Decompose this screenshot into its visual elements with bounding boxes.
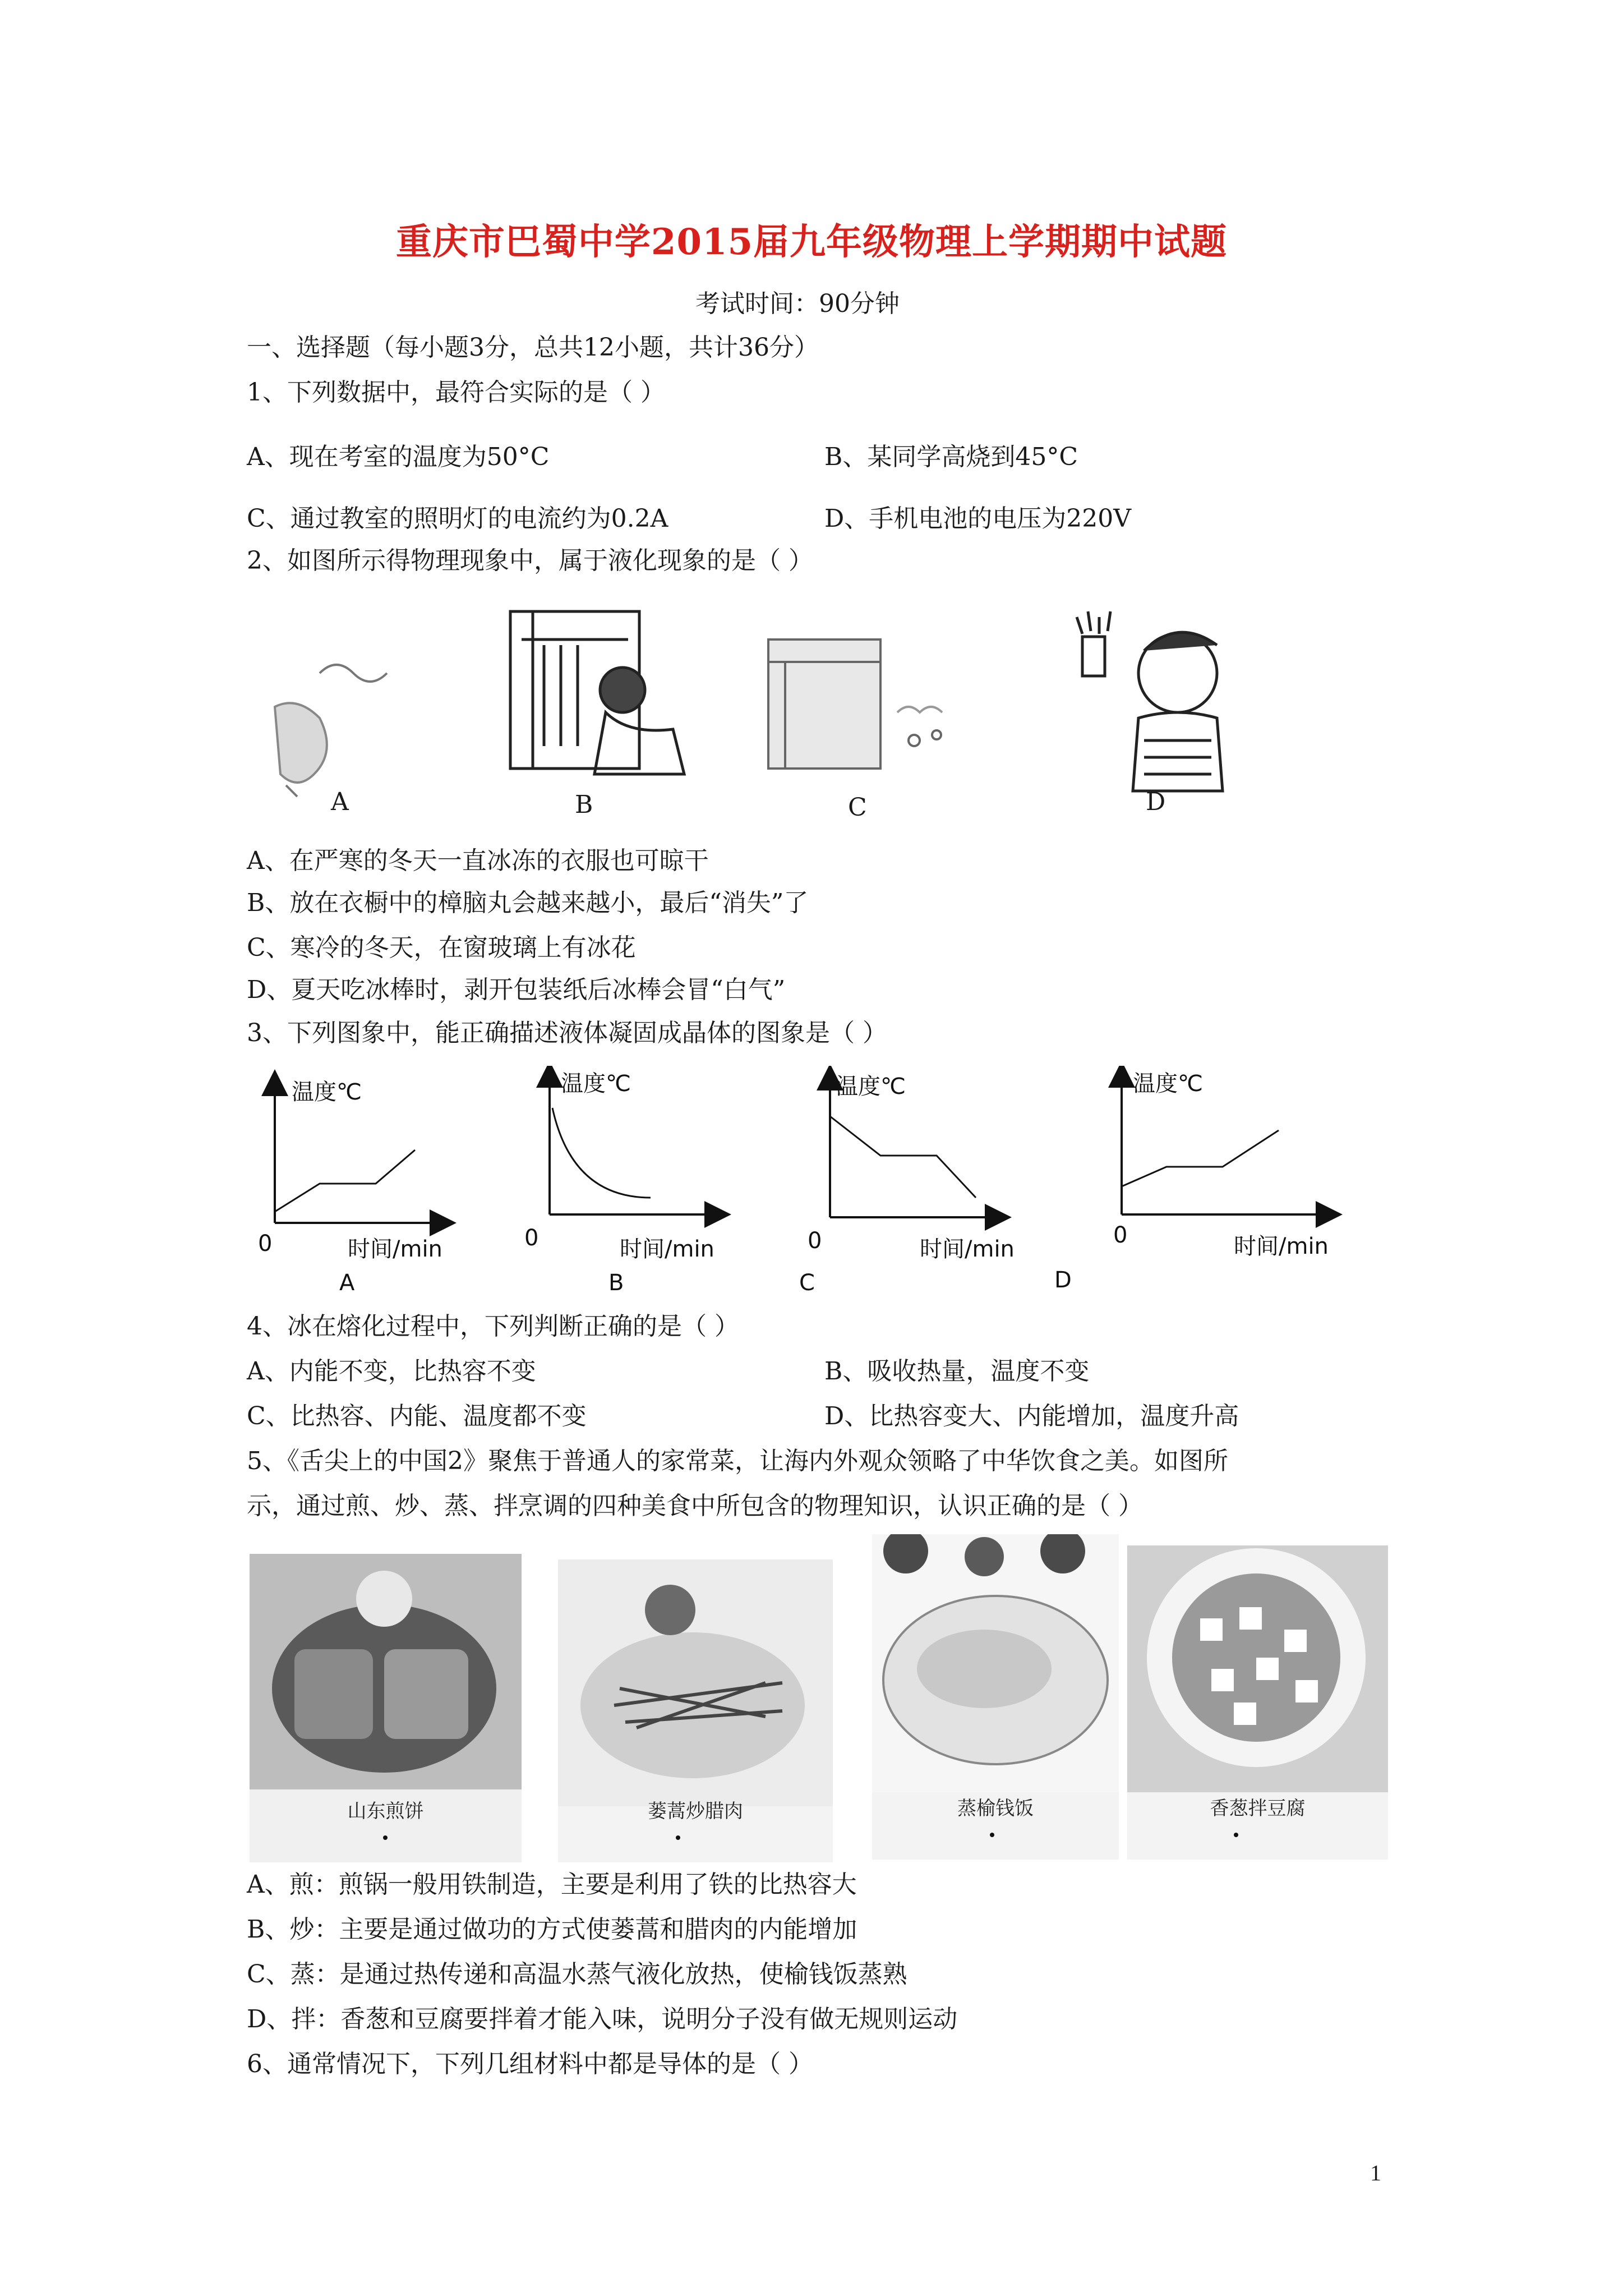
photo-xiangcong-doufu xyxy=(1127,1545,1388,1860)
figure-b-illustration xyxy=(510,611,684,774)
figure-d-illustration xyxy=(1077,611,1223,791)
graph-a-origin: 0 xyxy=(258,1231,273,1257)
exam-time: 考试时间：90分钟 xyxy=(695,289,900,318)
q5-option-c: C、蒸：是通过热传递和高温水蒸气液化放热，使榆钱饭蒸熟 xyxy=(247,1960,907,1989)
q2-option-d: D、夏天吃冰棒时，剥开包装纸后冰棒会冒“白气” xyxy=(247,976,786,1004)
q2-fig-label-d: D xyxy=(1146,788,1166,816)
graph-b-xlabel: 时间/min xyxy=(620,1236,714,1262)
q5-option-b: B、炒：主要是通过做功的方式使蒌蒿和腊肉的内能增加 xyxy=(247,1915,857,1944)
q2-fig-label-b: B xyxy=(575,790,593,819)
photo-louhao-larou xyxy=(558,1559,833,1862)
q1-option-d: D、手机电池的电压为220V xyxy=(824,504,1132,533)
graph-a-label: A xyxy=(339,1270,355,1296)
graph-a-xlabel: 时间/min xyxy=(348,1236,442,1262)
q2-fig-label-c: C xyxy=(848,793,867,822)
q3-stem: 3、下列图象中，能正确描述液体凝固成晶体的图象是（ ） xyxy=(247,1019,887,1047)
q5-stem-line2: 示，通过煎、炒、蒸、拌烹调的四种美食中所包含的物理知识，认识正确的是（ ） xyxy=(247,1492,1143,1520)
q5-option-d: D、拌：香葱和豆腐要拌着才能入味，说明分子没有做无规则运动 xyxy=(247,2005,958,2033)
q2-fig-label-a: A xyxy=(331,788,349,816)
graph-d-xlabel: 时间/min xyxy=(1234,1234,1329,1259)
q1-stem: 1、下列数据中，最符合实际的是（ ） xyxy=(247,378,665,407)
q2-option-a: A、在严寒的冬天一直冰冻的衣服也可晾干 xyxy=(247,846,709,875)
photo-yuqian-fan xyxy=(872,1534,1119,1860)
q2-option-b: B、放在衣橱中的樟脑丸会越来越小，最后“消失”了 xyxy=(247,889,809,917)
q4-stem: 4、冰在熔化过程中，下列判断正确的是（ ） xyxy=(247,1312,739,1341)
caption-dot xyxy=(1234,1833,1238,1837)
q2-stem: 2、如图所示得物理现象中，属于液化现象的是（ ） xyxy=(247,546,813,575)
caption-dot xyxy=(990,1833,994,1837)
q4-option-c: C、比热容、内能、温度都不变 xyxy=(247,1402,587,1430)
caption-dot xyxy=(676,1835,680,1840)
graph-d-origin: 0 xyxy=(1113,1222,1128,1248)
graph-a-ylabel: 温度℃ xyxy=(292,1079,362,1105)
graph-c-ylabel: 温度℃ xyxy=(836,1074,906,1099)
photo-caption-3: 蒸榆钱饭 xyxy=(957,1797,1034,1820)
caption-dot xyxy=(383,1835,388,1840)
photo-caption-1: 山东煎饼 xyxy=(347,1800,424,1823)
page-number: 1 xyxy=(1370,2160,1381,2185)
graph-d-label: D xyxy=(1054,1267,1072,1293)
section-heading: 一、选择题（每小题3分，总共12小题，共计36分） xyxy=(247,333,819,362)
q2-illustrations xyxy=(252,606,1374,830)
q2-option-c: C、寒冷的冬天，在窗玻璃上有冰花 xyxy=(247,933,636,962)
q1-option-b: B、某同学高烧到45°C xyxy=(824,443,1078,471)
photo-shandong-jianbing xyxy=(250,1554,522,1862)
figure-c-illustration xyxy=(768,639,942,769)
q4-option-b: B、吸收热量，温度不变 xyxy=(824,1357,1090,1386)
graph-b-ylabel: 温度℃ xyxy=(561,1071,631,1097)
photo-caption-2: 蒌蒿炒腊肉 xyxy=(648,1800,743,1823)
page-title: 重庆市巴蜀中学2015届九年级物理上学期期中试题 xyxy=(395,221,1228,263)
figure-a-illustration xyxy=(275,665,387,797)
graph-c-xlabel: 时间/min xyxy=(920,1236,1015,1262)
q4-option-a: A、内能不变，比热容不变 xyxy=(247,1357,536,1386)
q5-option-a: A、煎：煎锅一般用铁制造，主要是利用了铁的比热容大 xyxy=(247,1870,857,1899)
q3-graphs xyxy=(247,1066,1380,1301)
q1-option-a: A、现在考室的温度为50°C xyxy=(247,443,550,471)
graph-b-origin: 0 xyxy=(524,1225,539,1251)
q6-stem: 6、通常情况下，下列几组材料中都是导体的是（ ） xyxy=(247,2050,813,2078)
graph-c-origin: 0 xyxy=(808,1228,822,1254)
graph-b-label: B xyxy=(608,1270,624,1296)
q4-option-d: D、比热容变大、内能增加，温度升高 xyxy=(824,1402,1239,1430)
q5-stem-line1: 5、《舌尖上的中国2》聚焦于普通人的家常菜，让海内外观众领略了中华饮食之美。如图所 xyxy=(247,1447,1228,1475)
photo-caption-4: 香葱拌豆腐 xyxy=(1210,1797,1306,1820)
graph-c-label: C xyxy=(799,1270,815,1296)
graph-d-ylabel: 温度℃ xyxy=(1133,1071,1203,1097)
q1-option-c: C、通过教室的照明灯的电流约为0.2A xyxy=(247,504,668,533)
